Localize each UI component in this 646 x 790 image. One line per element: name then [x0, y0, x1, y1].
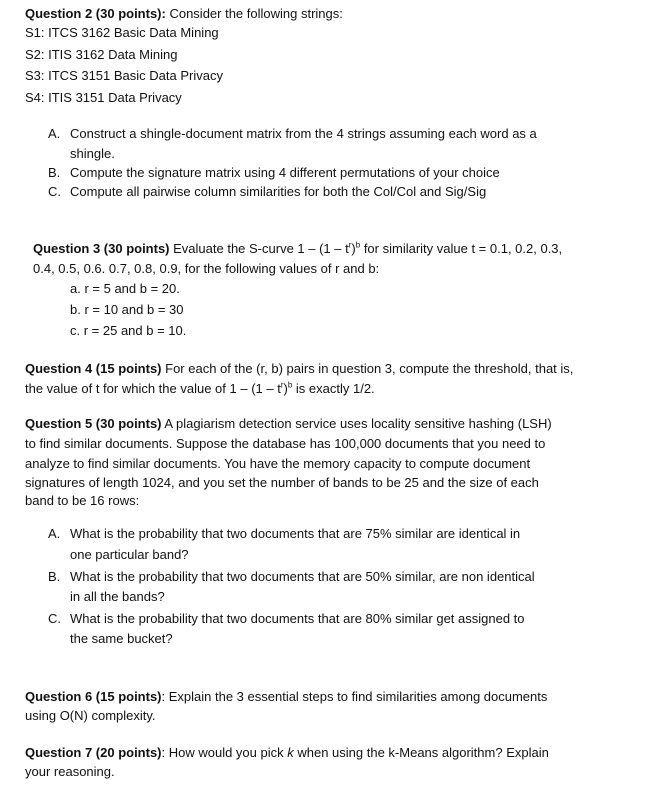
q5-item-b	[48, 568, 535, 585]
q5-line1-text: A plagiarism detection service uses locality sensitive hashing (LSH)	[161, 416, 552, 431]
q5-item-a	[48, 525, 520, 542]
q2-item-a-text: Construct a shingle-document matrix from the 4 strings assuming each word as a	[70, 126, 537, 141]
q4-sup-r: r	[280, 380, 284, 390]
q2-string-s4: S4: ITIS 3151 Data Privacy	[25, 90, 182, 105]
q4-line1-text: For each of the (r, b) pairs in question 3, compute the threshold, that is,	[161, 361, 574, 376]
q2-item-a	[48, 125, 537, 142]
q3-line2: 0.4, 0.5, 0.6. 0.7, 0.8, 0.9, for the following values of r and b:	[33, 261, 380, 276]
q2-string-s1: S1: ITCS 3162 Basic Data Mining	[25, 25, 219, 40]
q7-line1-post: when using the k-Means algorithm? Explain	[293, 745, 549, 760]
q2-item-c-marker: C.	[48, 184, 61, 199]
q3-case-c: c. r = 25 and b = 10.	[70, 323, 187, 338]
q5-item-c	[48, 610, 525, 627]
q5-item-a-cont: one particular band?	[70, 547, 189, 562]
q2-intro: Consider the following strings:	[165, 6, 343, 21]
q6-line1-text: : Explain the 3 essential steps to find similarities among documents	[161, 689, 548, 704]
q2-heading-line	[25, 5, 343, 22]
q3-case-b: b. r = 10 and b = 30	[70, 302, 184, 317]
q3-sup-b: b	[355, 240, 361, 250]
q5-item-b-marker: B.	[48, 569, 61, 584]
q7-line1-pre: : How would you pick	[161, 745, 288, 760]
q7-line1	[25, 744, 549, 761]
q5-item-a-text: What is the probability that two documents that are 75% similar are identical in	[70, 526, 521, 541]
q5-item-c-cont: the same bucket?	[70, 631, 173, 646]
q4-line2-mid: )	[283, 381, 288, 396]
q6-line1	[25, 688, 547, 705]
q3-line1	[33, 240, 562, 257]
q4-line2-post: is exactly 1/2.	[292, 381, 375, 396]
q2-item-b	[48, 164, 500, 181]
q3-line1-post: for similarity value t = 0.1, 0.2, 0.3,	[360, 241, 563, 256]
q7-heading: Question 7 (20 points)	[25, 745, 162, 760]
q4-line2-pre: the value of t for which the value of 1 – (1 – t	[25, 381, 281, 396]
q4-line2	[25, 380, 375, 397]
q3-heading: Question 3 (30 points)	[33, 241, 170, 256]
q5-item-c-marker: C.	[48, 611, 61, 626]
q7-k-variable: k	[287, 745, 294, 760]
q7-line2: your reasoning.	[25, 764, 115, 779]
q4-sup-b: b	[287, 380, 293, 390]
q5-line3: analyze to find similar documents. You have the memory capacity to compute document	[25, 456, 531, 471]
q2-item-c-text: Compute all pairwise column similarities for both the Col/Col and Sig/Sig	[70, 184, 487, 199]
q3-line1-mid: )	[351, 241, 356, 256]
q5-line5: band to be 16 rows:	[25, 493, 140, 508]
q5-item-b-cont: in all the bands?	[70, 589, 165, 604]
q2-item-b-marker: B.	[48, 165, 61, 180]
q5-heading: Question 5 (30 points)	[25, 416, 162, 431]
q2-string-s3: S3: ITCS 3151 Basic Data Privacy	[25, 68, 223, 83]
q5-line2: to find similar documents. Suppose the database has 100,000 documents that you need to	[25, 436, 546, 451]
q5-item-c-text: What is the probability that two documents that are 80% similar get assigned to	[70, 611, 525, 626]
q2-item-a-marker: A.	[48, 126, 61, 141]
q5-line4: signatures of length 1024, and you set the number of bands to be 25 and the size of each	[25, 475, 539, 490]
q6-heading: Question 6 (15 points)	[25, 689, 162, 704]
q5-item-b-text: What is the probability that two documents that are 50% similar, are non identical	[70, 569, 535, 584]
q5-item-a-marker: A.	[48, 526, 61, 541]
q6-line2: using O(N) complexity.	[25, 708, 156, 723]
q4-heading: Question 4 (15 points)	[25, 361, 162, 376]
q2-string-s2: S2: ITIS 3162 Data Mining	[25, 47, 178, 62]
q5-line1	[25, 415, 552, 432]
q3-line1-pre: Evaluate the S-curve 1 – (1 – t	[169, 241, 349, 256]
q2-item-b-text: Compute the signature matrix using 4 different permutations of your choice	[70, 165, 500, 180]
q3-sup-r: r	[348, 240, 352, 250]
q2-heading: Question 2 (30 points):	[25, 6, 166, 21]
q3-case-a: a. r = 5 and b = 20.	[70, 281, 180, 296]
q2-item-a-cont: shingle.	[70, 146, 115, 161]
q2-item-c	[48, 183, 486, 200]
q4-line1	[25, 360, 573, 377]
